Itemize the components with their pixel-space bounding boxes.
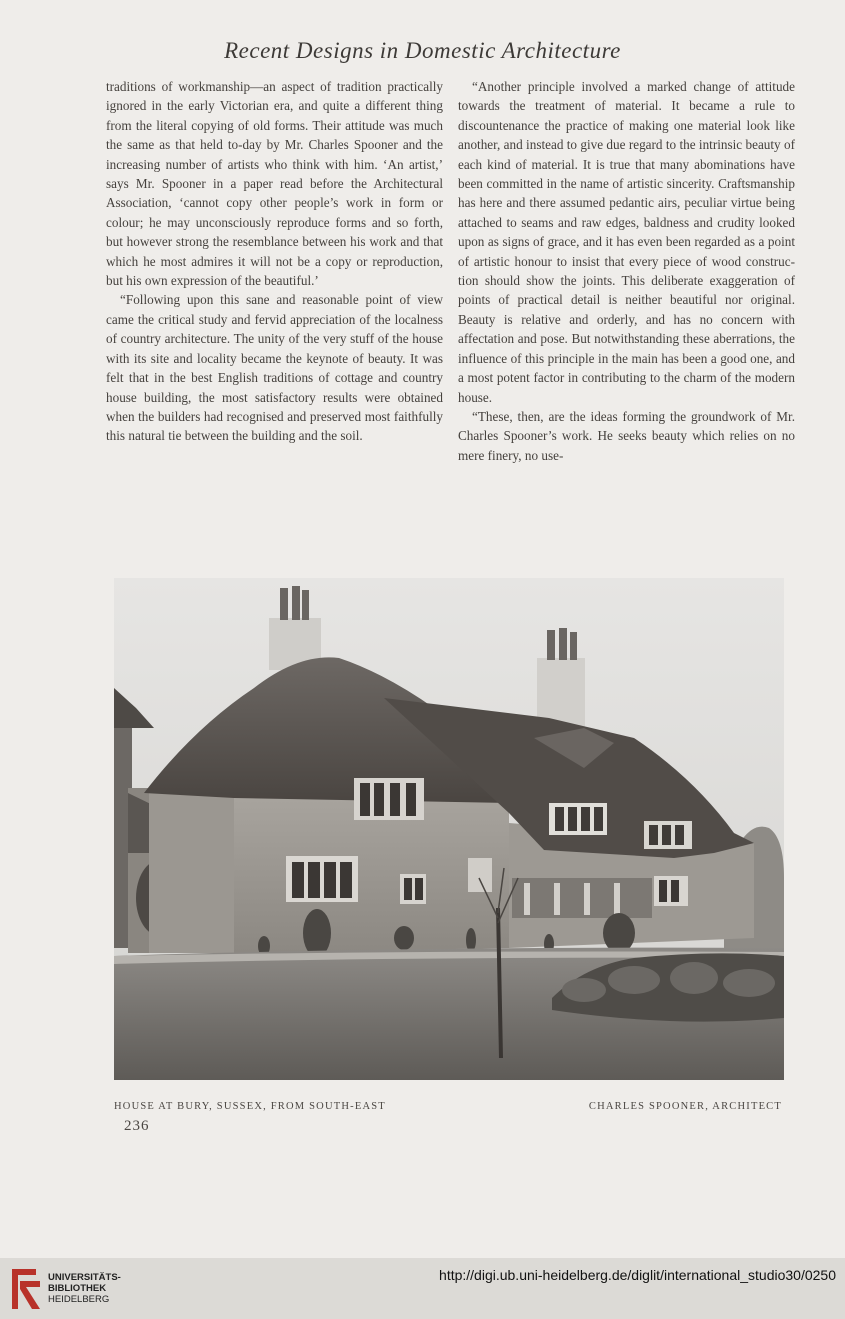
library-name-line: HEIDELBERG	[48, 1294, 110, 1305]
house-photograph	[114, 578, 784, 1080]
running-title: Recent Designs in Domestic Architecture	[224, 38, 621, 63]
text-column-right	[458, 77, 795, 465]
paragraph: “These, then, are the ideas forming the groundwork of Mr. Charles Spooner’s work. He seeks beauty which relies on no mere finery, no use-	[458, 408, 795, 463]
library-name-line: UNIVERSITÄTS-	[48, 1272, 121, 1283]
library-name	[48, 1272, 121, 1305]
paragraph: traditions of workmanship—an aspect of tradition practically ignored in the early Victorian era, and quite a different thing from the literal copying of old forms. Their attitude was much the same as that held to-day by Mr. Charles Spooner and the increasing number of artists who think with him. ‘An artist,’ says Mr. Spooner in a paper read before the Architectural Association, ‘cannot copy other people’s work in form or colour; he may unconsciously reproduce forms and so forth, but however strong the resemblance between his work and that which he most admires it will not be a copy or reproduction, but his own expression of the beautiful.’	[106, 79, 443, 289]
photo-caption-title: HOUSE AT BURY, SUSSEX, FROM SOUTH-EAST	[114, 1101, 386, 1112]
text-column-left	[106, 77, 443, 446]
page-number: 236	[124, 1118, 150, 1134]
library-name-line: BIBLIOTHEK	[48, 1283, 107, 1294]
footer-bar	[0, 1258, 845, 1319]
source-url-link[interactable]: http://digi.ub.uni-heidelberg.de/diglit/international_studio30/0250	[439, 1267, 836, 1283]
photograph-plate	[114, 578, 784, 1080]
paragraph: “Another principle involved a marked change of attitude towards the treatment of material. It became a rule to discountenance the practice of making one material look like another, and instead to give due regard to the intrinsic beauty of each kind of material. It is true that many abominations have been committed in the name of artistic sincerity. Craftsmanship has here and there assumed pedantic airs, peculiar virtue being attached to seams and raw edges, baldness and crudity looked upon as signs of grace, and it has even been regarded as a point of artistic honour to insist that every piece of wood construction should show the joints. This deliberate exaggeration of points of practical detail is neither beautiful nor original. Beauty is relative and orderly, and has no concern with affectation and pose. But notwithstanding these aberrations, the influence of this principle in the main has been a good one, and a most potent factor in contributing to the charm of the modern house.	[458, 79, 795, 405]
photo-caption-architect: CHARLES SPOONER, ARCHITECT	[588, 1101, 782, 1112]
library-logo-icon	[10, 1265, 44, 1311]
paragraph: “Following upon this sane and reasonable point of view came the critical study and fervid appreciation of the localness of country architecture. The unity of the very stuff of the house with its site and locality became the keynote of beauty. It was felt that in the best English traditions of cottage and country house building, the most satisfactory results were obtained when the builders had recognised and preserved most faithfully this natural tie between the building and the soil.	[106, 292, 443, 444]
